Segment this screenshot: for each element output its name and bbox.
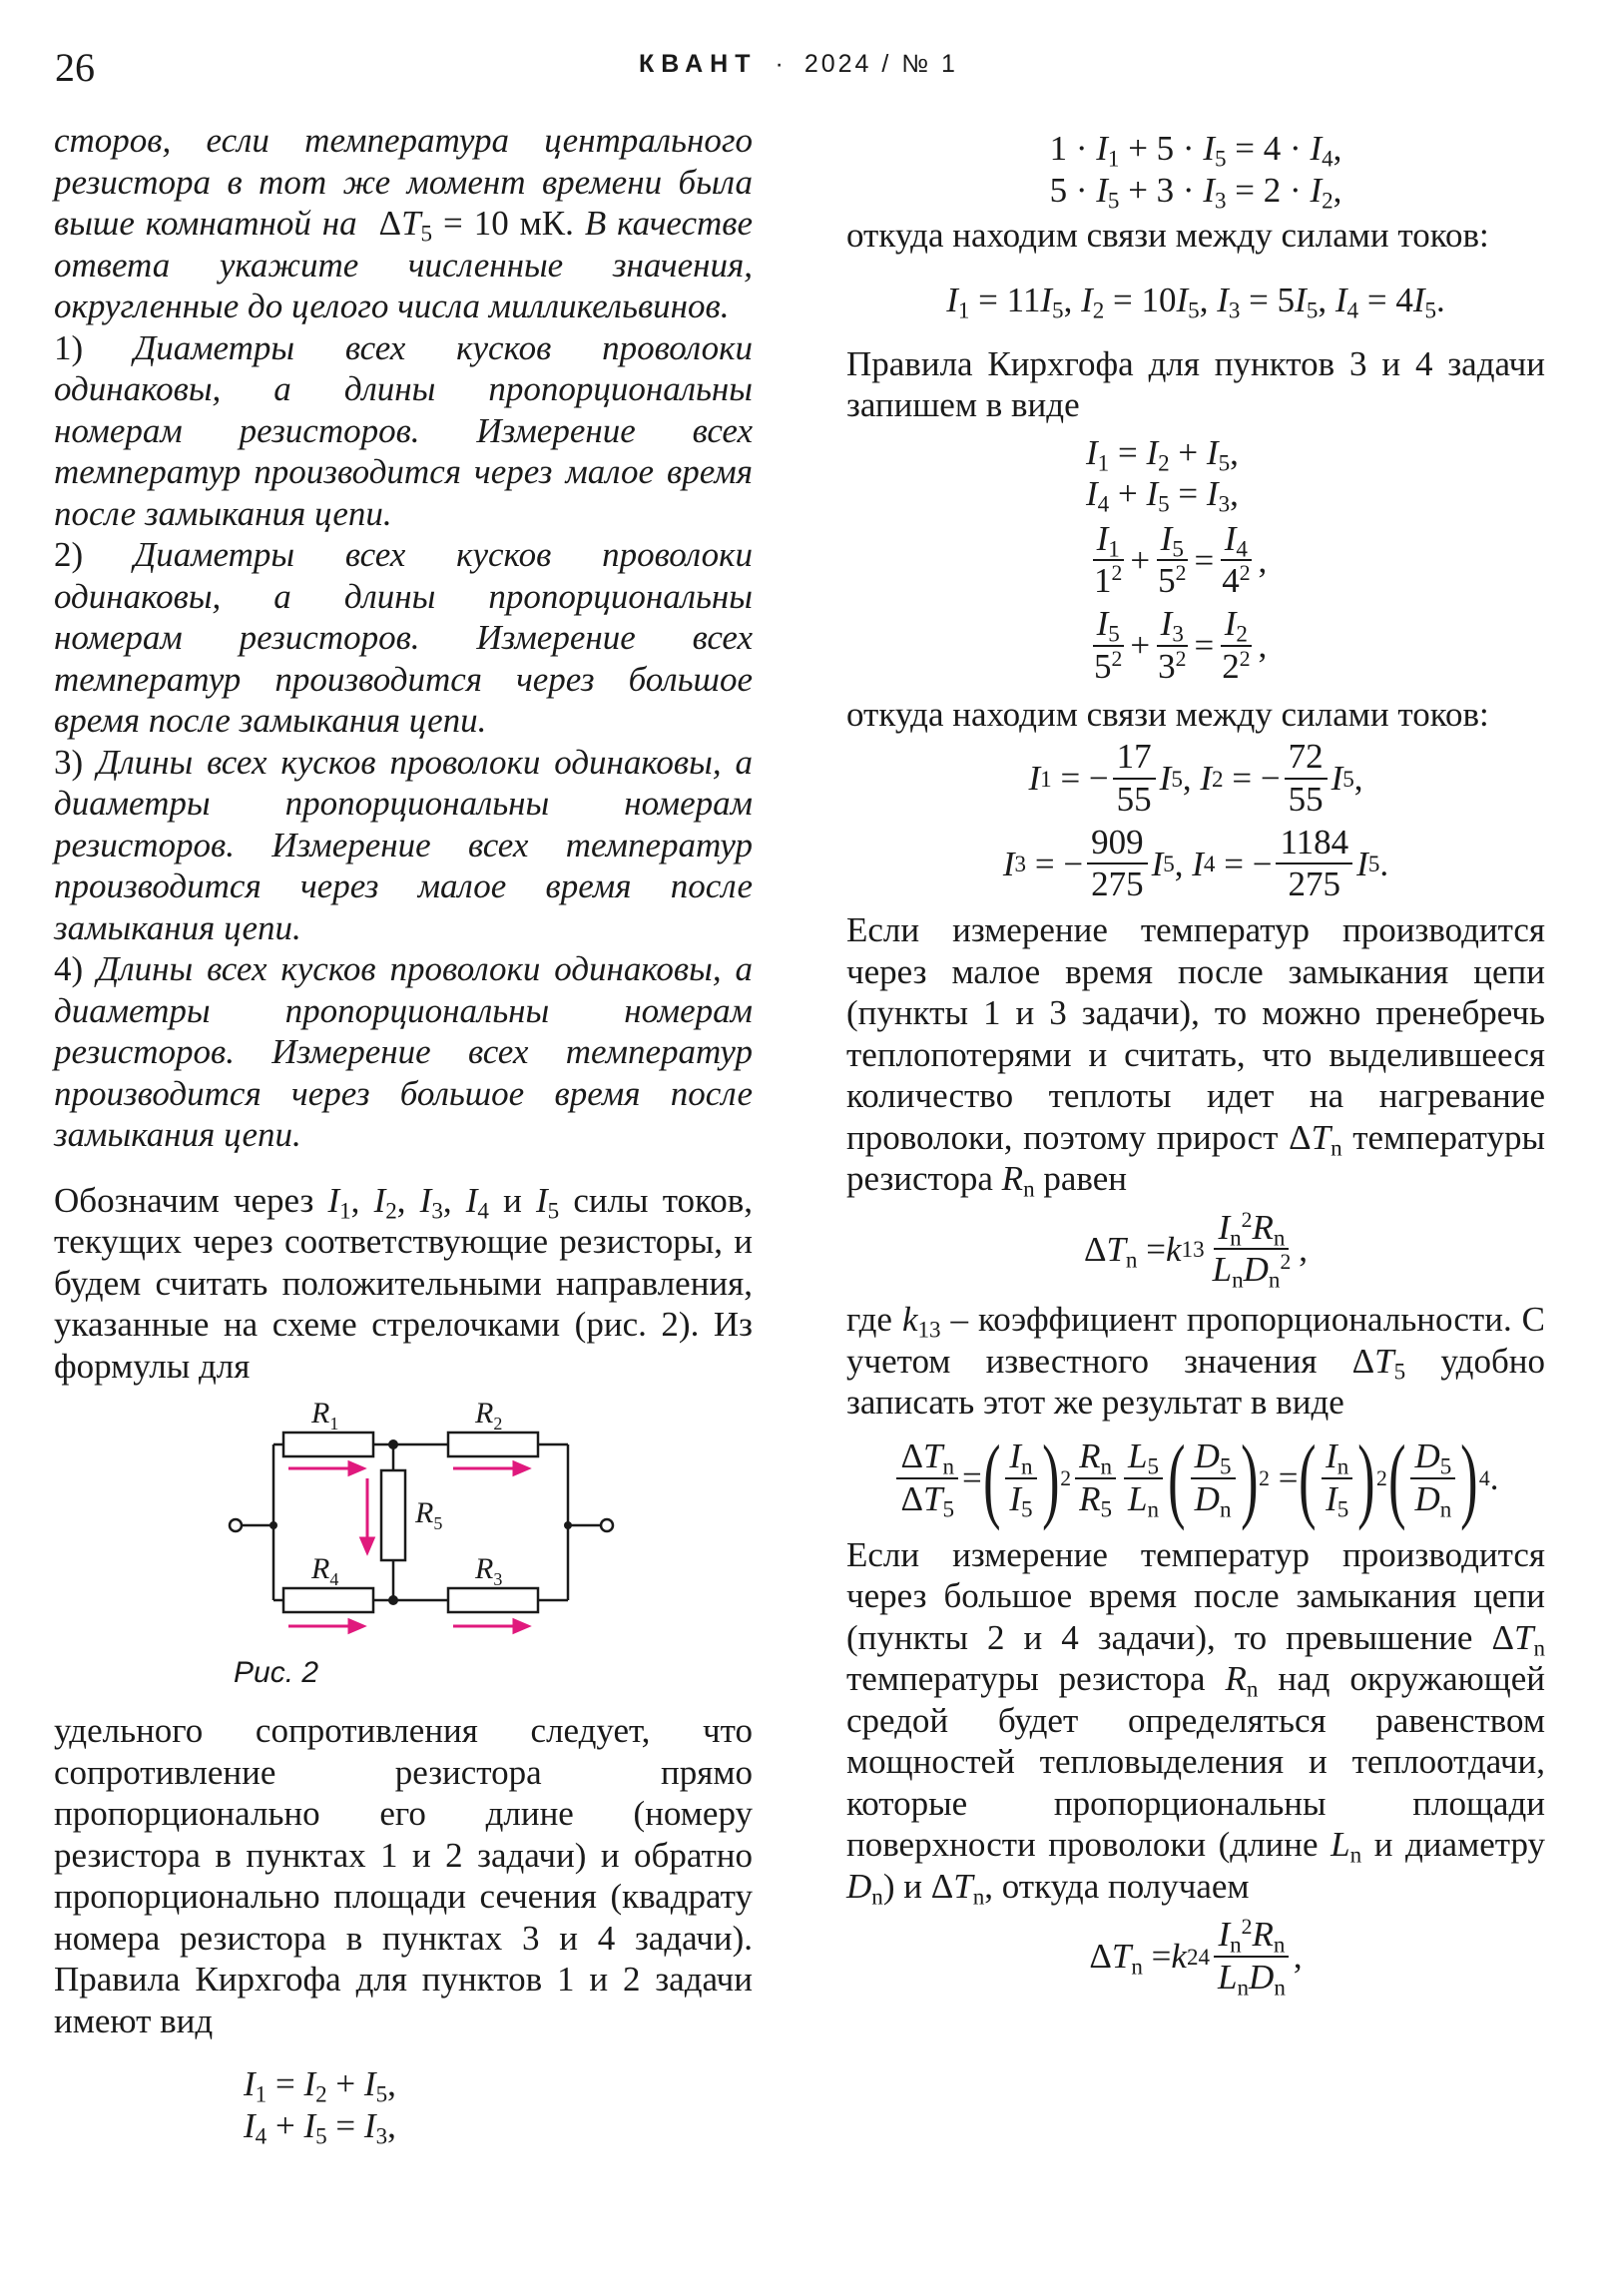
- heating-formula-13: Δ $T_n$ = k 13 $\frac{I_n^2R_n}{L_nD_n^2}$ ,: [1083, 1207, 1309, 1293]
- current-relations-2a: I 1 = − $\frac{17}{55}$ I 5 , I 2 = − $\frac{72}{55}$ I 5 ,: [1028, 737, 1363, 819]
- delta-t5-value: $\Delta T_5 = 10$ мК.: [367, 204, 574, 247]
- journal-header: [0, 50, 1597, 79]
- kirchhoff-eqs-1-2-right: [846, 128, 1545, 211]
- eq-line: $I_1 = I_2 + I_5$,: [1086, 432, 1239, 475]
- eq-line: $\frac{I_1}{1^2}$ + $\frac{I_5}{5^2}$ = $\frac{I_4}{4^2}$ ,: [1094, 518, 1268, 601]
- left-column: [54, 120, 753, 2146]
- kirchhoff-eqs-1-2-left: [54, 2063, 753, 2146]
- right-text-4: Если измерение температур производится через малое время после замыкания цепи (пункты 1 и 3 задачи), то можно пренебречь теплопотерями и считать, что выделившееся количество теплоты идет на нагревание проволоки, поэтому прирост $\Delta T_n$ температуры резистора $R_n$ равен: [846, 910, 1545, 1202]
- resistor-r1: [283, 1433, 373, 1456]
- right-text-2: Правила Кирхгофа для пунктов 3 и 4 задачи запишем в виде: [846, 343, 1545, 424]
- current-relations-1: $I_1 = 11I_5$, $I_2 = 10I_5$, $I_3 = 5I_5$, $I_4 = 4I_5$.: [946, 280, 1445, 322]
- resistor-r2: [448, 1433, 538, 1456]
- task-item-2: 2) Диаметры всех кусков проволоки одинаковы, а длины пропорциональны номерам резисторов. Измерение всех температур производится через большое время после замыкания цепи.: [54, 535, 753, 740]
- resistor-r4: [283, 1588, 373, 1612]
- task-item-4: 4) Длины всех кусков проволоки одинаковы, а диаметры пропорциональны номерам резисторов. Измерение всех температур производится через большое время после замыкания цепи.: [54, 949, 753, 1154]
- eq-line: $1 \cdot I_1 + 5 \cdot I_5 = 4 \cdot I_4$,: [1049, 129, 1342, 172]
- solution-paragraph-1: Обозначим через $I_1$, $I_2$, $I_3$, $I_4$ и $I_5$ силы токов, текущих через соответствующие резисторы, и будем считать положительными направления, указанные на схеме стрелочками (рис. 2). Из формулы для: [54, 1180, 754, 1386]
- right-column: [846, 120, 1546, 2001]
- page-number: 26: [55, 45, 95, 90]
- eq-line: $I_4 + I_5 = I_3$,: [244, 2105, 396, 2148]
- task-item-1: 1) Диаметры всех кусков проволоки одинаковы, а длины пропорциональны номерам резисторов. Измерение всех температур производится через малое время после замыкания цепи.: [54, 327, 753, 533]
- node-left: [269, 1521, 277, 1529]
- figure-caption: Рис. 2: [234, 1656, 319, 1689]
- resistor-r5: [381, 1470, 405, 1560]
- node-top: [388, 1439, 398, 1449]
- heating-formula-24: Δ $T_n$ = k 24 $\frac{I_n^2R_n}{L_nD_n}$ ,: [1089, 1915, 1303, 2001]
- left-terminal: [230, 1519, 242, 1531]
- right-text-5: где $k_{13}$ – коэффициент пропорциональности. С учетом известного значения $\Delta T_5$ удобно записать этот же результат в виде: [846, 1300, 1546, 1422]
- resistor-r3: [448, 1588, 538, 1612]
- eq-line: $5 \cdot I_5 + 3 \cdot I_3 = 2 \cdot I_2$,: [1049, 170, 1342, 213]
- eq-line: $I_1 = I_2 + I_5$,: [244, 2064, 396, 2107]
- label-r3: $R_3$: [475, 1552, 503, 1589]
- solution-paragraph-2: удельного сопротивления следует, что сопротивление резистора прямо пропорционально его длине (номеру резистора в пунктах 1 и 2 задачи) и обратно пропорционально площади сечения (квадрату номера резистора в пунктах 3 и 4 задачи). Правила Кирхгофа для пунктов 1 и 2 задачи имеют вид: [54, 1711, 753, 2040]
- node-bottom: [388, 1595, 398, 1605]
- journal-title: КВАНТ: [639, 50, 758, 78]
- task-item-3: 3) Длины всех кусков проволоки одинаковы, а диаметры пропорциональны номерам резисторов. Измерение всех температур производится через малое время после замыкания цепи.: [54, 742, 753, 947]
- page-header: [0, 0, 1597, 110]
- kirchhoff-eqs-3-4: [846, 432, 1545, 686]
- label-r5: $R_5$: [415, 1496, 443, 1533]
- intro-paragraph: сторов, если температура центрального резистора в тот же момент времени была выше комнатной на $\Delta T_5 = 10$ мК. В качестве ответа укажите численные значения, округленные до целого числа милликельвинов.: [54, 121, 754, 325]
- label-r1: $R_1$: [311, 1401, 339, 1434]
- right-text-6: Если измерение температур производится через большое время после замыкания цепи (пункты 2 и 4 задачи), то превышение $\Delta T_n$ температуры резистора $R_n$ над окружающей средой будет определяться равенством мощностей тепловыделения и теплоотдачи, которые пропорциональны площади поверхности проволоки (длине $L_n$ и диаметру $D_n$) и $\Delta T_n$, откуда получаем: [846, 1534, 1546, 1909]
- node-right: [564, 1521, 572, 1529]
- figure-2: [54, 1401, 753, 1700]
- right-text-3: откуда находим связи между силами токов:: [846, 694, 1489, 734]
- journal-issue: 2024 / № 1: [803, 50, 958, 78]
- ratio-formula: $\frac{\Delta T_n}{\Delta T_5}$ = ( $\frac{I_n}{I_5}$ ) 2 $\frac{R_n}{R_5}$ $\frac{L_5}{L_n}$ ( $\frac{D_5}{D_n}$ ) 2 = ( $\frac{I_n}{I_5}$ ) 2 ( $\frac{D_5}{D_n}$ ) 4 .: [846, 1432, 1545, 1526]
- circuit-diagram: [224, 1401, 643, 1650]
- eq-line: $I_4 + I_5 = I_3$,: [1086, 474, 1239, 517]
- label-r4: $R_4$: [311, 1552, 339, 1589]
- current-relations-2b: I 3 = − $\frac{909}{275}$ I 5 , I 4 = − $\frac{1184}{275}$ I 5 .: [1002, 822, 1389, 904]
- header-separator: ·: [775, 50, 787, 78]
- right-text-1: откуда находим связи между силами токов:: [846, 216, 1489, 255]
- right-terminal: [601, 1519, 613, 1531]
- label-r2: $R_2$: [475, 1401, 503, 1434]
- eq-line: $\frac{I_5}{5^2}$ + $\frac{I_3}{3^2}$ = $\frac{I_2}{2^2}$ ,: [1094, 604, 1268, 686]
